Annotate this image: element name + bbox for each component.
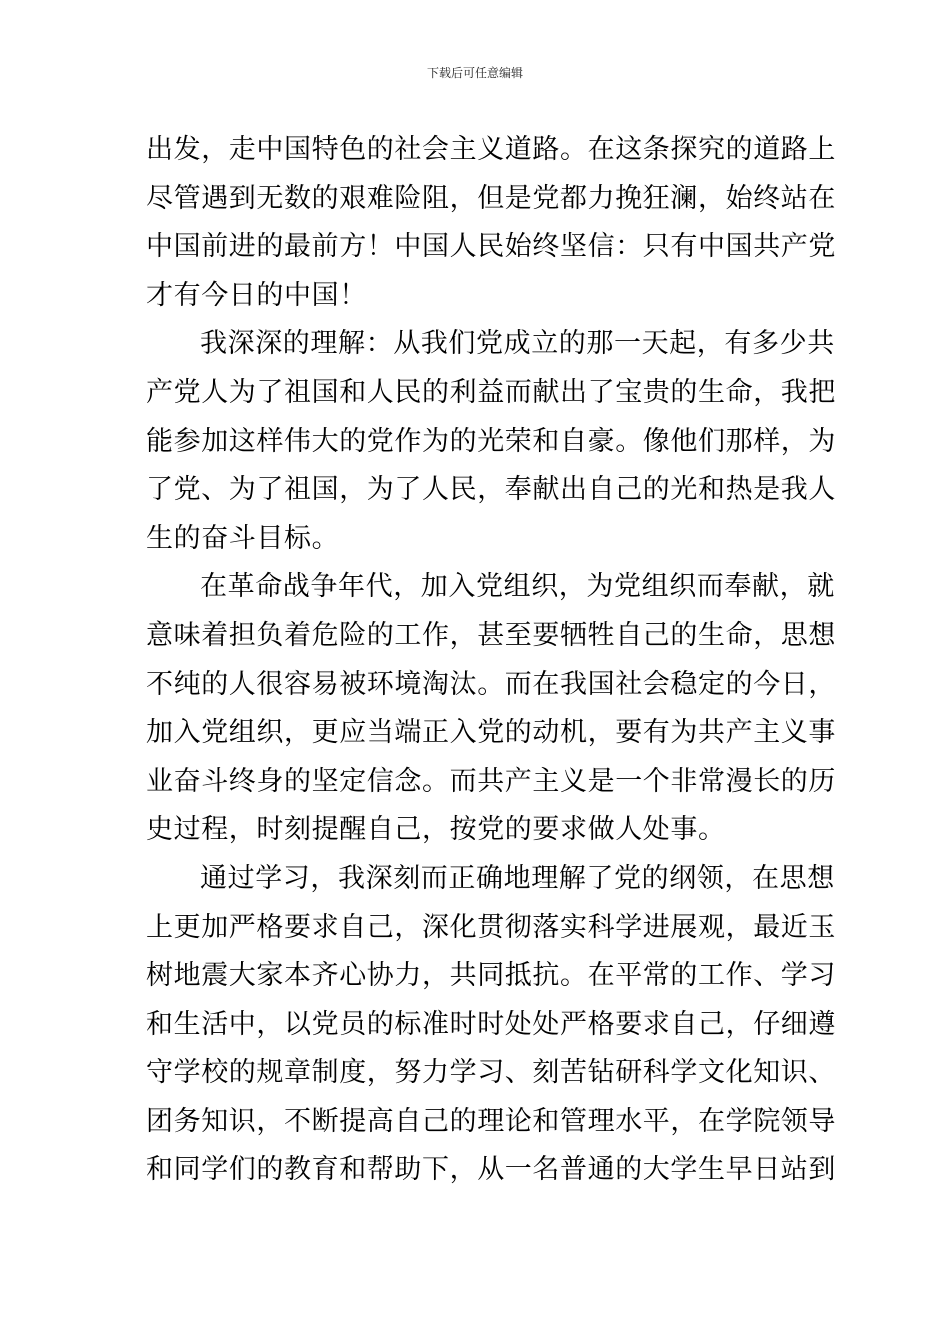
text-line: 尽管遇到无数的艰难险阻，但是党都力挽狂澜，始终站在 [146,182,836,214]
text-line: 中国前进的最前方！中国人民始终坚信：只有中国共产党 [146,231,836,263]
text-line: 不纯的人很容易被环境淘汰。而在我国社会稳定的今日， [146,668,836,700]
text-line: 出发，走中国特色的社会主义道路。在这条探究的道路上 [146,134,836,165]
text-line: 树地震大家本齐心协力，共同抵抗。在平常的工作、学习 [146,960,836,992]
text-line: 业奋斗终身的坚定信念。而共产主义是一个非常漫长的历 [146,765,836,797]
text-line: 史过程，时刻提醒自己，按党的要求做人处事。 [146,814,726,846]
text-line: 生的奋斗目标。 [146,522,340,554]
text-line: 能参加这样伟大的党作为的光荣和自豪。像他们那样，为 [146,425,836,457]
text-line: 和生活中，以党员的标准时时处处严格要求自己，仔细遵 [146,1008,836,1040]
text-line: 我深深的理解：从我们党成立的那一天起，有多少共 [200,328,835,360]
text-line: 产党人为了祖国和人民的利益而献出了宝贵的生命，我把 [146,376,836,408]
text-line: 意味着担负着危险的工作，甚至要牺牲自己的生命，思想 [146,619,836,651]
text-line: 才有今日的中国！ [146,279,367,311]
page-header-note: 下载后可任意编辑 [426,66,523,80]
text-line: 守学校的规章制度，努力学习、刻苦钻研科学文化知识、 [146,1057,836,1089]
paragraph [146,320,836,563]
text-line: 通过学习，我深刻而正确地理解了党的纲领，在思想 [200,862,835,894]
text-line: 团务知识，不断提高自己的理论和管理水平，在学院领导 [146,1105,836,1137]
body-text [146,126,836,1195]
paragraph [146,563,836,855]
text-line: 和同学们的教育和帮助下，从一名普通的大学生早日站到 [146,1154,836,1186]
text-line: 加入党组织，更应当端正入党的动机，要有为共产主义事 [146,717,836,749]
text-line: 了党、为了祖国，为了人民，奉献出自己的光和热是我人 [146,474,836,506]
text-line: 在革命战争年代，加入党组织，为党组织而奉献，就 [200,571,835,603]
paragraph [146,126,836,320]
paragraph [146,855,836,1195]
text-line: 上更加严格要求自己，深化贯彻落实科学进展观，最近玉 [146,911,836,943]
